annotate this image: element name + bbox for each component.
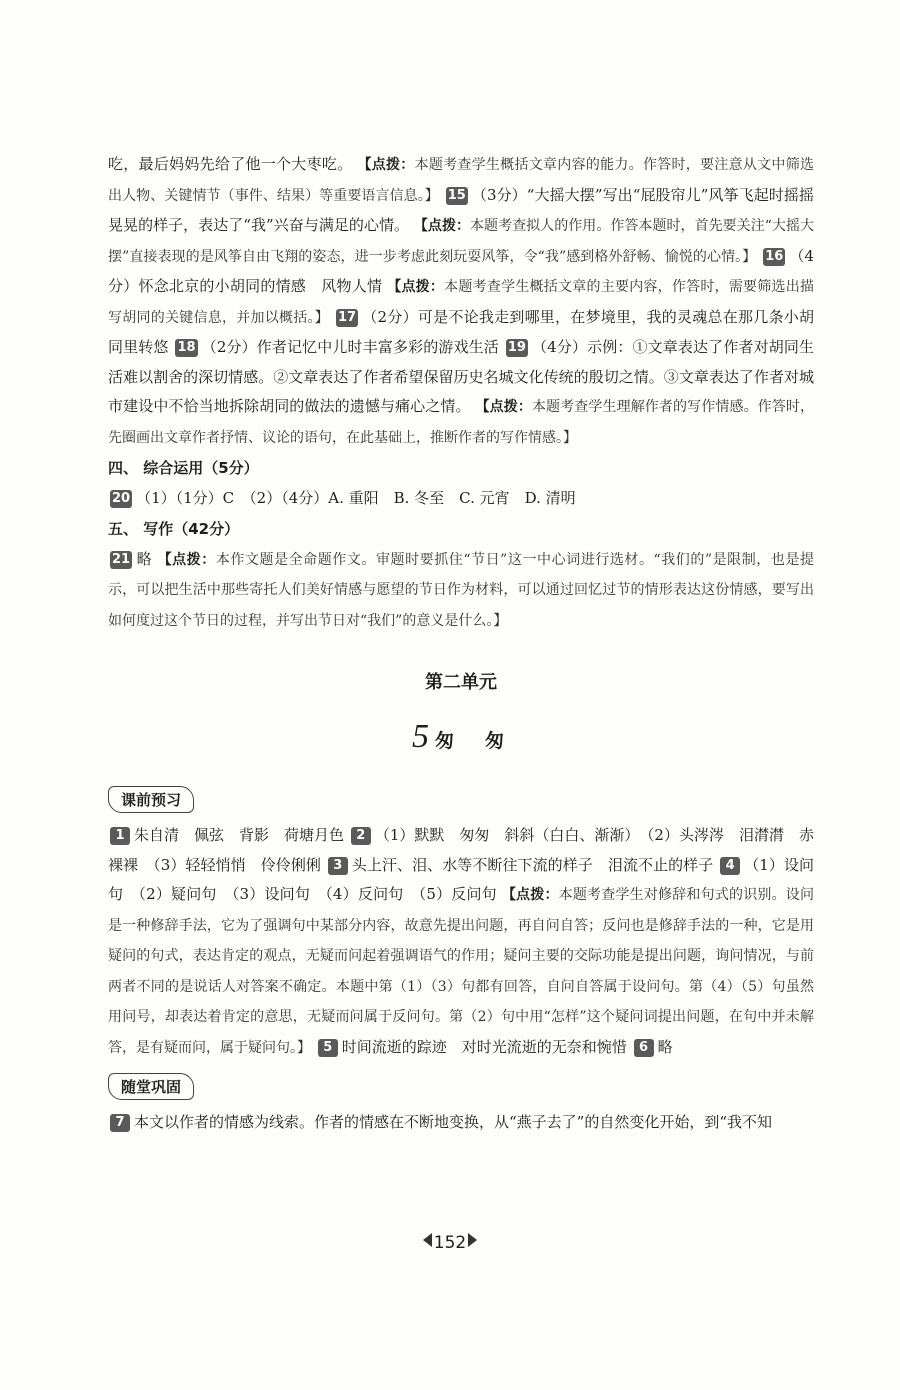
- question-number: 2: [351, 827, 371, 845]
- question-number: 16: [765, 248, 784, 264]
- lesson-number: 5: [411, 718, 429, 755]
- section-heading: 五、 写作（42分）: [108, 519, 240, 538]
- tip-label: 【点拨：: [475, 399, 532, 415]
- question-number: 6: [634, 1039, 654, 1057]
- tip-label: 【点拨：: [413, 218, 471, 234]
- question-number: 17: [337, 309, 357, 325]
- page-number: 152: [0, 1233, 900, 1253]
- question-number: 19: [507, 340, 526, 355]
- practice-answers: 7 本文以作者的情感为线索。作者的情感在不断地变换，从“燕子去了”的自然变化开始，到“我不知: [108, 1108, 814, 1138]
- triangle-left-icon: [423, 1233, 432, 1247]
- question-number: 15: [447, 187, 466, 203]
- question-number: 21: [112, 551, 131, 567]
- answer-20: 20 （1）（1分）C （2）（4分）A. 重阳 B. 冬至 C. 元宵 D. 清明: [112, 489, 576, 507]
- section-tag-practice: 随堂巩固: [108, 1073, 194, 1100]
- preview-answers: 1 朱自清 佩弦 背影 荷塘月色 2 （1）默默 匆匆 斜斜（白白、渐渐） （2）头涔涔 泪潸潸 赤裸裸 （3）轻轻悄悄 伶伶俐俐 3 头上汗、泪、水等不断往下流的样子 泪流不止的样子 4 （1）设问句 （2）疑问句 （3）设问句 （4）反问句 （5）反问句 【点拨：本题考查学生对修辞和句式的识别。设问是一种修辞手法，它为了强调句中某部分内容，故意先提出问题，再自问自答；反问也是修辞手法的一种，它是用疑问的句式，表达肯定的观点，无疑而问起着强调语气的作用；疑问主要的交际功能是提出问题，询问情况，与前两者不同的是说话人对答案不确定。本题中第（1）（3）句都有回答，自问自答属于设问句。第（4）（5）句虽然用问号，却表达着肯定的意思，无疑而问属于反问句。第（2）句中用“怎样”这个疑问词提出问题，在句中并未解答，是有疑而问，属于疑问句。】 5 时间流逝的踪迹 对时光流逝的无奈和惋惜 6 略: [108, 826, 815, 1056]
- answer-block-1: 吃，最后妈妈先给了他一个大枣吃。 【点拨：本题考查学生概括文章内容的能力。作答时，要注意从文中筛选出人物、关键情节（事件、结果）等重要语言信息。】 15 （3分）“大摇大摆”写出“屁股帘儿”风筝飞起时摇摇晃晃的样子，表达了“我”兴奋与满足的心情。 【点拨：本题考查拟人的作用。作答本题时，首先要关注“大摇大摆”直接表现的是风筝自由飞翔的姿态，进一步考虑此刻玩耍风筝，令“我”感到格外舒畅、愉悦的心情。】 16 （4分）怀念北京的小胡同的情感 风物人情 【点拨：本题考查学生概括文章的主要内容，作答时，需要筛选出描写胡同的关键信息，并加以概括。】 17 （2分）可是不论我走到哪里，在梦境里，我的灵魂总在那几条小胡同里转悠 18 （2分）作者记忆中儿时丰富多彩的游戏生活 19 （4分）示例：①文章表达了作者对胡同生活难以割舍的深切情感。②文章表达了作者希望保留历史名城文化传统的殷切之情。③文章表达了作者对城市建设中不恰当地拆除胡同的做法的遗憾与痛心之情。 【点拨：本题考查学生理解作者的写作情感。作答时，先圈画出文章作者抒情、议论的语句，在此基础上，推断作者的写作情感。】: [108, 155, 814, 446]
- answer-21: 21 略 【点拨：本作文题是全命题作文。审题时要抓住“节日”这一中心词进行选材。“我们的”是限制，也是提示，可以把生活中那些寄托人们美好情感与愿望的节日作为材料，可以通过回忆过节的情形表达这份情感，要写出如何度过这个节日的过程，并写出节日对“我们”的意义是什么。】: [108, 549, 814, 629]
- question-number: 4: [720, 857, 740, 875]
- unit-title: 第二单元: [425, 672, 497, 693]
- question-number: 20: [112, 491, 131, 506]
- tip-label: 【点拨：: [157, 551, 216, 568]
- question-number: 7: [110, 1114, 130, 1132]
- lesson-name: 匆 匆: [434, 730, 510, 752]
- question-number: 3: [328, 857, 348, 875]
- question-number: 1: [110, 827, 130, 845]
- section-heading: 四、 综合运用（5分）: [108, 459, 259, 477]
- question-number: 18: [177, 340, 196, 355]
- section-tag-preview: 课前预习: [108, 786, 194, 813]
- triangle-right-icon: [468, 1233, 477, 1247]
- question-number: 5: [318, 1039, 338, 1057]
- tip-label: 【点拨：: [387, 279, 445, 295]
- lesson-title: [108, 718, 814, 756]
- tip-label: 【点拨：: [357, 157, 415, 173]
- answer-page: [108, 150, 814, 1138]
- tip-label: 【点拨：: [501, 887, 559, 903]
